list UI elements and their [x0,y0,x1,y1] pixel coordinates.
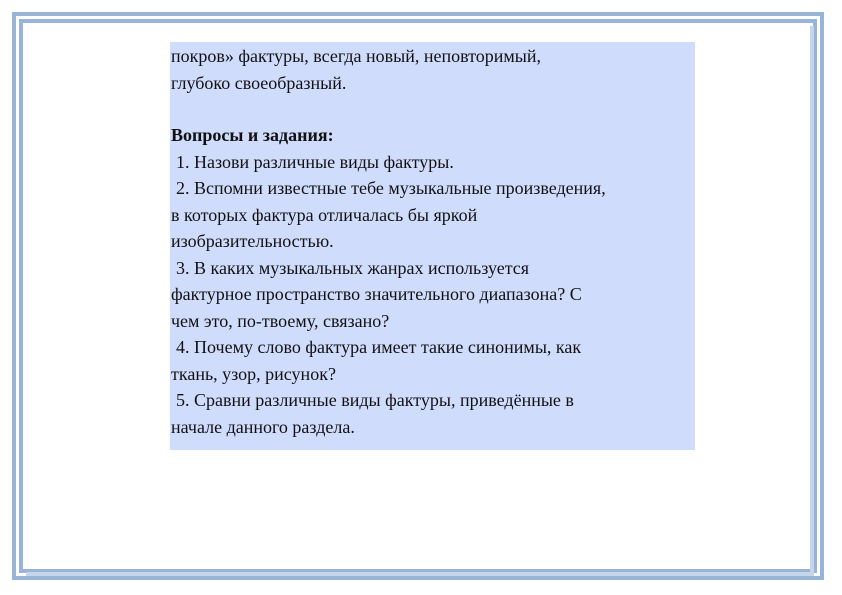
text-box [170,42,695,450]
question-item [171,149,691,176]
question-line: 4. Почему слово фактура имеет такие синонимы, как [176,337,582,357]
question-line: чем это, по-твоему, связано? [171,310,390,331]
question-item [171,334,691,387]
question-line: в которых фактура отличалась бы яркой [171,204,478,225]
question-line: начале данного раздела. [171,416,355,437]
question-line: фактурное пространство значительного диапазона? С [171,284,582,304]
question-line: 3. В каких музыкальных жанрах используется [176,257,530,278]
question-line: изобразительностью. [171,231,334,251]
question-line: 1. Назови различные виды фактуры. [176,151,454,172]
intro-line: покров» фактуры, всегда новый, неповторимый, [171,46,542,66]
question-item [171,175,691,255]
intro-line: глубоко своеобразный. [171,72,347,93]
questions-heading: Вопросы и задания: [171,125,334,145]
question-item [171,387,691,440]
question-line: 2. Вспомни известные тебе музыкальные произведения, [176,178,606,198]
paragraph-spacer [171,96,691,122]
question-item [171,255,691,335]
question-line: ткань, узор, рисунок? [171,363,336,384]
question-line: 5. Сравни различные виды фактуры, приведённые в [176,390,574,410]
